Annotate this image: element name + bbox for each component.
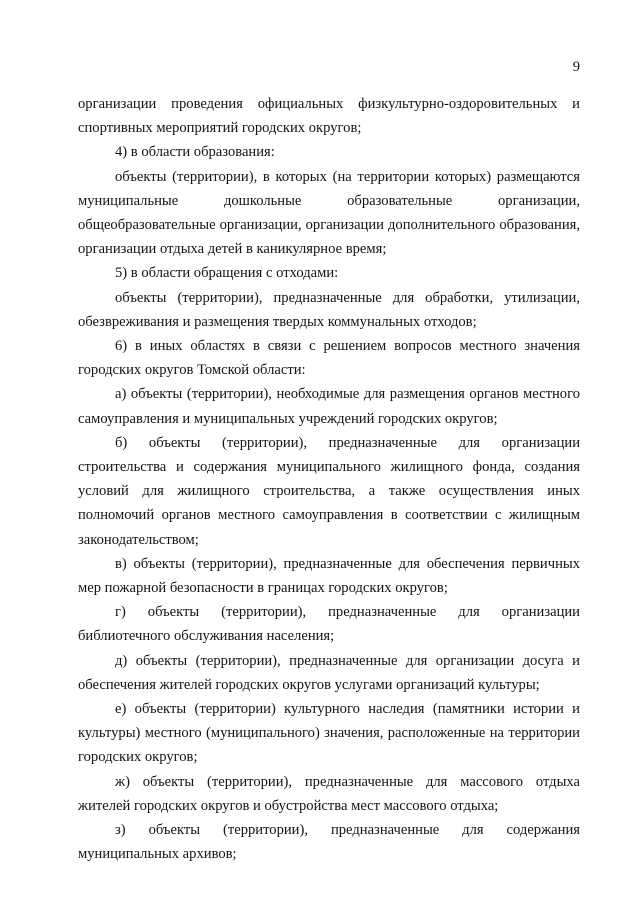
- paragraph: б) объекты (территории), предназначенные для организации строительства и содержания муниципального жилищного фонда, создания условий для жилищного строительства, а также осуществления иных полномочий органов местного самоуправления в соответствии с жилищным законодательством;: [78, 434, 580, 548]
- paragraph: объекты (территории), предназначенные для обработки, утилизации, обезвреживания и размещения твердых коммунальных отходов;: [78, 289, 580, 330]
- paragraph: а) объекты (территории), необходимые для размещения органов местного самоуправления и муниципальных учреждений городских округов;: [78, 386, 580, 427]
- paragraph: е) объекты (территории) культурного наследия (памятники истории и культуры) местного (муниципального) значения, расположенные на территории городских округов;: [78, 701, 580, 766]
- paragraph: з) объекты (территории), предназначенные для содержания муниципальных архивов;: [78, 822, 580, 863]
- page-number: 9: [572, 59, 580, 75]
- paragraph: ж) объекты (территории), предназначенные для массового отдыха жителей городских округов и обустройства мест массового отдыха;: [78, 773, 580, 814]
- paragraph: организации проведения официальных физкультурно-оздоровительных и спортивных мероприятий городских округов;: [78, 96, 580, 137]
- paragraph: в) объекты (территории), предназначенные для обеспечения первичных мер пожарной безопасности в границах городских округов;: [78, 555, 580, 597]
- paragraph: д) объекты (территории), предназначенные для организации досуга и обеспечения жителей городских округов услугами организаций культуры;: [78, 652, 580, 693]
- paragraph: 5) в области обращения с отходами:: [115, 265, 339, 282]
- paragraph: объекты (территории), в которых (на территории которых) размещаются муниципальные дошкольные образовательные организации, общеобразовательные организации, организации дополнительного образования, организации отдыха детей в каникулярное время;: [78, 168, 580, 258]
- document-body: [78, 92, 580, 867]
- paragraph: г) объекты (территории), предназначенные для организации библиотечного обслуживания населения;: [78, 604, 580, 645]
- paragraph: 6) в иных областях в связи с решением вопросов местного значения городских округов Томской области:: [78, 338, 580, 379]
- paragraph: 4) в области образования:: [115, 144, 275, 161]
